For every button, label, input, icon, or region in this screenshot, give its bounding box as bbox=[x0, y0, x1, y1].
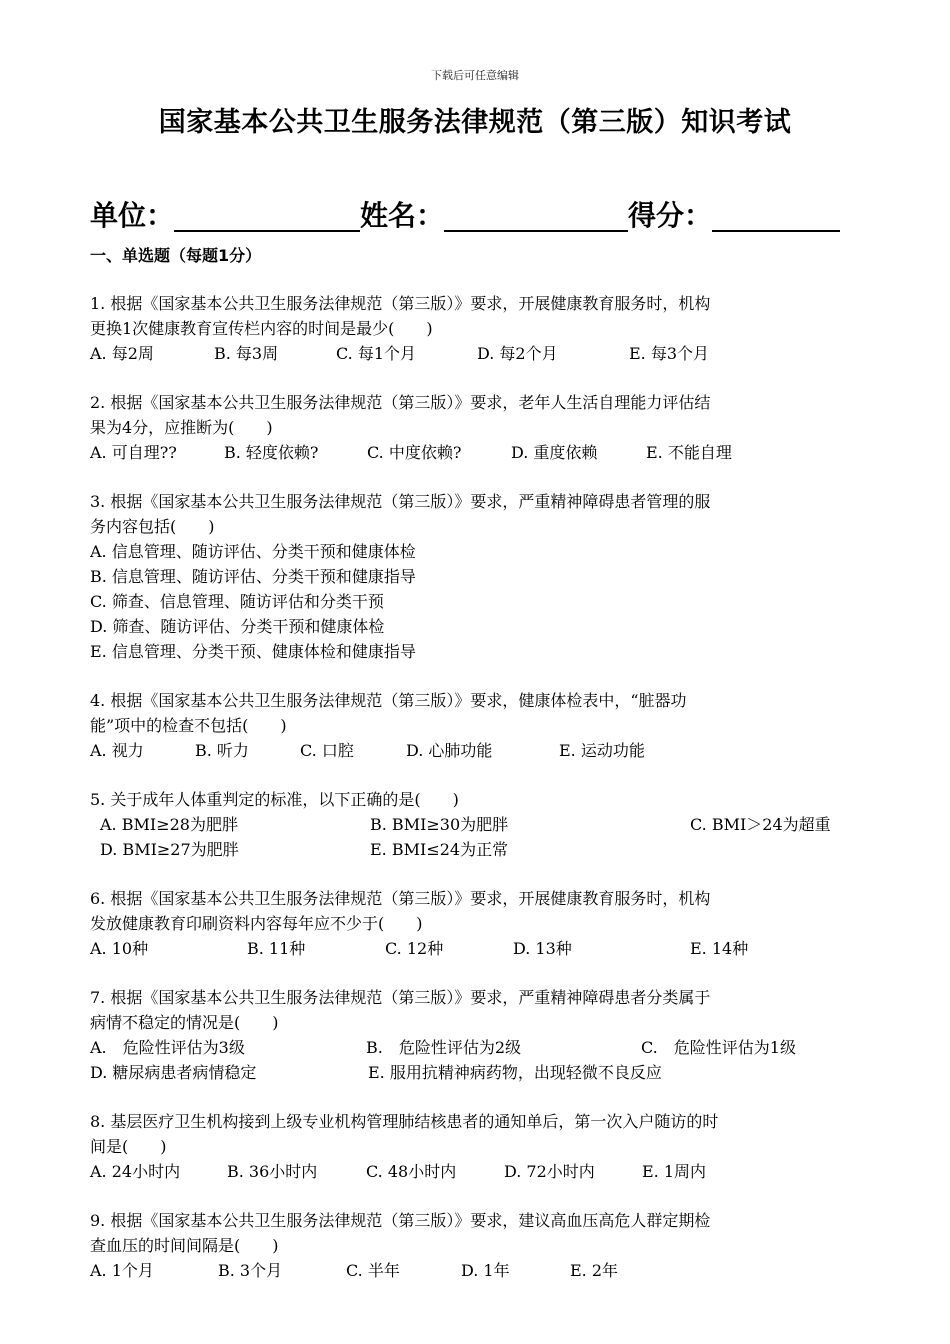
header-note: 下载后可任意编辑 bbox=[431, 69, 519, 82]
question-text: 9. 根据《国家基本公共卫生服务法律规范（第三版）》要求，建议高血压高危人群定期检 bbox=[90, 1211, 711, 1230]
option-e: E. 不能自理 bbox=[646, 443, 732, 462]
options-row bbox=[90, 341, 862, 366]
option-b: B. 信息管理、随访评估、分类干预和健康指导 bbox=[90, 567, 416, 586]
option-e: E. 2年 bbox=[570, 1261, 619, 1280]
question-text: 间是( ) bbox=[90, 1137, 167, 1156]
options-row bbox=[90, 837, 862, 862]
question-text: 7. 根据《国家基本公共卫生服务法律规范（第三版）》要求，严重精神障碍患者分类属于 bbox=[90, 988, 711, 1007]
option-a: A. 1个月 bbox=[90, 1261, 154, 1280]
option-b: B. 3个月 bbox=[218, 1261, 283, 1280]
option-e: E. 每3个月 bbox=[629, 344, 710, 363]
option-c: C. 48小时内 bbox=[366, 1162, 457, 1181]
options-row bbox=[90, 1258, 862, 1283]
question-text: 4. 根据《国家基本公共卫生服务法律规范（第三版）》要求，健康体检表中，“脏器功 bbox=[90, 691, 687, 710]
option-b: B. BMI≥30为肥胖 bbox=[370, 815, 509, 834]
option-c: C. 半年 bbox=[346, 1261, 400, 1280]
option-b: B. 36小时内 bbox=[227, 1162, 318, 1181]
option-d: D. BMI≥27为肥胖 bbox=[100, 840, 239, 859]
score-blank bbox=[712, 196, 840, 232]
option-e: E. 运动功能 bbox=[559, 741, 645, 760]
question-text: 查血压的时间间隔是( ) bbox=[90, 1236, 279, 1255]
option-e: E. BMI≤24为正常 bbox=[370, 840, 509, 859]
section-heading: 一、单选题（每题1分） bbox=[90, 246, 262, 265]
question-9 bbox=[90, 1208, 862, 1283]
option-a: A. 危险性评估为3级 bbox=[90, 1038, 245, 1057]
option-c: C. 中度依赖? bbox=[367, 443, 462, 462]
option-a: A. 可自理?? bbox=[90, 443, 177, 462]
options-row bbox=[90, 812, 862, 837]
option-e: E. 信息管理、分类干预、健康体检和健康指导 bbox=[90, 642, 416, 661]
question-5 bbox=[90, 787, 862, 862]
unit-label: 单位： bbox=[90, 199, 175, 232]
option-c: C. 12种 bbox=[385, 939, 444, 958]
question-text: 3. 根据《国家基本公共卫生服务法律规范（第三版）》要求，严重精神障碍患者管理的服 bbox=[90, 492, 711, 511]
option-c: C. 筛查、信息管理、随访评估和分类干预 bbox=[90, 592, 384, 611]
option-d: D. 每2个月 bbox=[477, 344, 558, 363]
option-a: A. 信息管理、随访评估、分类干预和健康体检 bbox=[90, 542, 416, 561]
question-3 bbox=[90, 489, 862, 664]
question-6 bbox=[90, 886, 862, 961]
question-1 bbox=[90, 291, 862, 366]
option-e: E. 14种 bbox=[690, 939, 749, 958]
question-4 bbox=[90, 688, 862, 763]
option-d: D. 心肺功能 bbox=[406, 741, 493, 760]
question-text: 1. 根据《国家基本公共卫生服务法律规范（第三版）》要求，开展健康教育服务时，机构 bbox=[90, 294, 711, 313]
option-a: A. 视力 bbox=[90, 741, 144, 760]
question-7 bbox=[90, 985, 862, 1085]
options-row bbox=[90, 440, 862, 465]
option-d: D. 重度依赖 bbox=[511, 443, 598, 462]
option-b: B. 每3周 bbox=[214, 344, 279, 363]
question-text: 6. 根据《国家基本公共卫生服务法律规范（第三版）》要求，开展健康教育服务时，机构 bbox=[90, 889, 711, 908]
name-blank bbox=[444, 196, 628, 232]
name-label: 姓名： bbox=[360, 199, 445, 232]
options-row bbox=[90, 738, 862, 763]
option-b: B. 轻度依赖? bbox=[224, 443, 319, 462]
page-title: 国家基本公共卫生服务法律规范（第三版）知识考试 bbox=[158, 107, 792, 138]
question-text: 能”项中的检查不包括( ) bbox=[90, 716, 287, 735]
info-row bbox=[90, 196, 860, 236]
option-a: A. 10种 bbox=[90, 939, 149, 958]
unit-blank bbox=[174, 196, 360, 232]
option-b: B. 危险性评估为2级 bbox=[366, 1038, 522, 1057]
question-text: 发放健康教育印刷资料内容每年应不少于( ) bbox=[90, 914, 423, 933]
question-text: 果为4分，应推断为( ) bbox=[90, 418, 273, 437]
option-c: C. 危险性评估为1级 bbox=[641, 1038, 796, 1057]
score-label: 得分： bbox=[628, 199, 713, 232]
option-e: E. 1周内 bbox=[642, 1162, 707, 1181]
question-text: 病情不稳定的情况是( ) bbox=[90, 1013, 279, 1032]
question-text: 2. 根据《国家基本公共卫生服务法律规范（第三版）》要求，老年人生活自理能力评估结 bbox=[90, 393, 711, 412]
options-row bbox=[90, 936, 862, 961]
options-row bbox=[90, 1035, 862, 1060]
question-text: 5. 关于成年人体重判定的标准，以下正确的是( ) bbox=[90, 790, 459, 809]
option-a: A. 每2周 bbox=[90, 344, 154, 363]
question-2 bbox=[90, 390, 862, 465]
questions-list bbox=[90, 291, 862, 1307]
option-d: D. 糖尿病患者病情稳定 bbox=[90, 1063, 257, 1082]
options-row bbox=[90, 1159, 862, 1184]
option-c: C. BMI＞24为超重 bbox=[690, 815, 831, 834]
question-text: 8. 基层医疗卫生机构接到上级专业机构管理肺结核患者的通知单后，第一次入户随访的时 bbox=[90, 1112, 719, 1131]
question-text: 务内容包括( ) bbox=[90, 517, 215, 536]
option-a: A. 24小时内 bbox=[90, 1162, 181, 1181]
question-text: 更换1次健康教育宣传栏内容的时间是最少( ) bbox=[90, 319, 433, 338]
option-a: A. BMI≥28为肥胖 bbox=[100, 815, 238, 834]
option-b: B. 11种 bbox=[247, 939, 306, 958]
option-d: D. 13种 bbox=[513, 939, 572, 958]
option-d: D. 1年 bbox=[461, 1261, 510, 1280]
option-c: C. 每1个月 bbox=[336, 344, 417, 363]
option-c: C. 口腔 bbox=[300, 741, 354, 760]
question-8 bbox=[90, 1109, 862, 1184]
option-d: D. 筛查、随访评估、分类干预和健康体检 bbox=[90, 617, 385, 636]
option-d: D. 72小时内 bbox=[504, 1162, 595, 1181]
option-b: B. 听力 bbox=[195, 741, 249, 760]
options-row bbox=[90, 1060, 862, 1085]
option-e: E. 服用抗精神病药物，出现轻微不良反应 bbox=[368, 1063, 662, 1082]
